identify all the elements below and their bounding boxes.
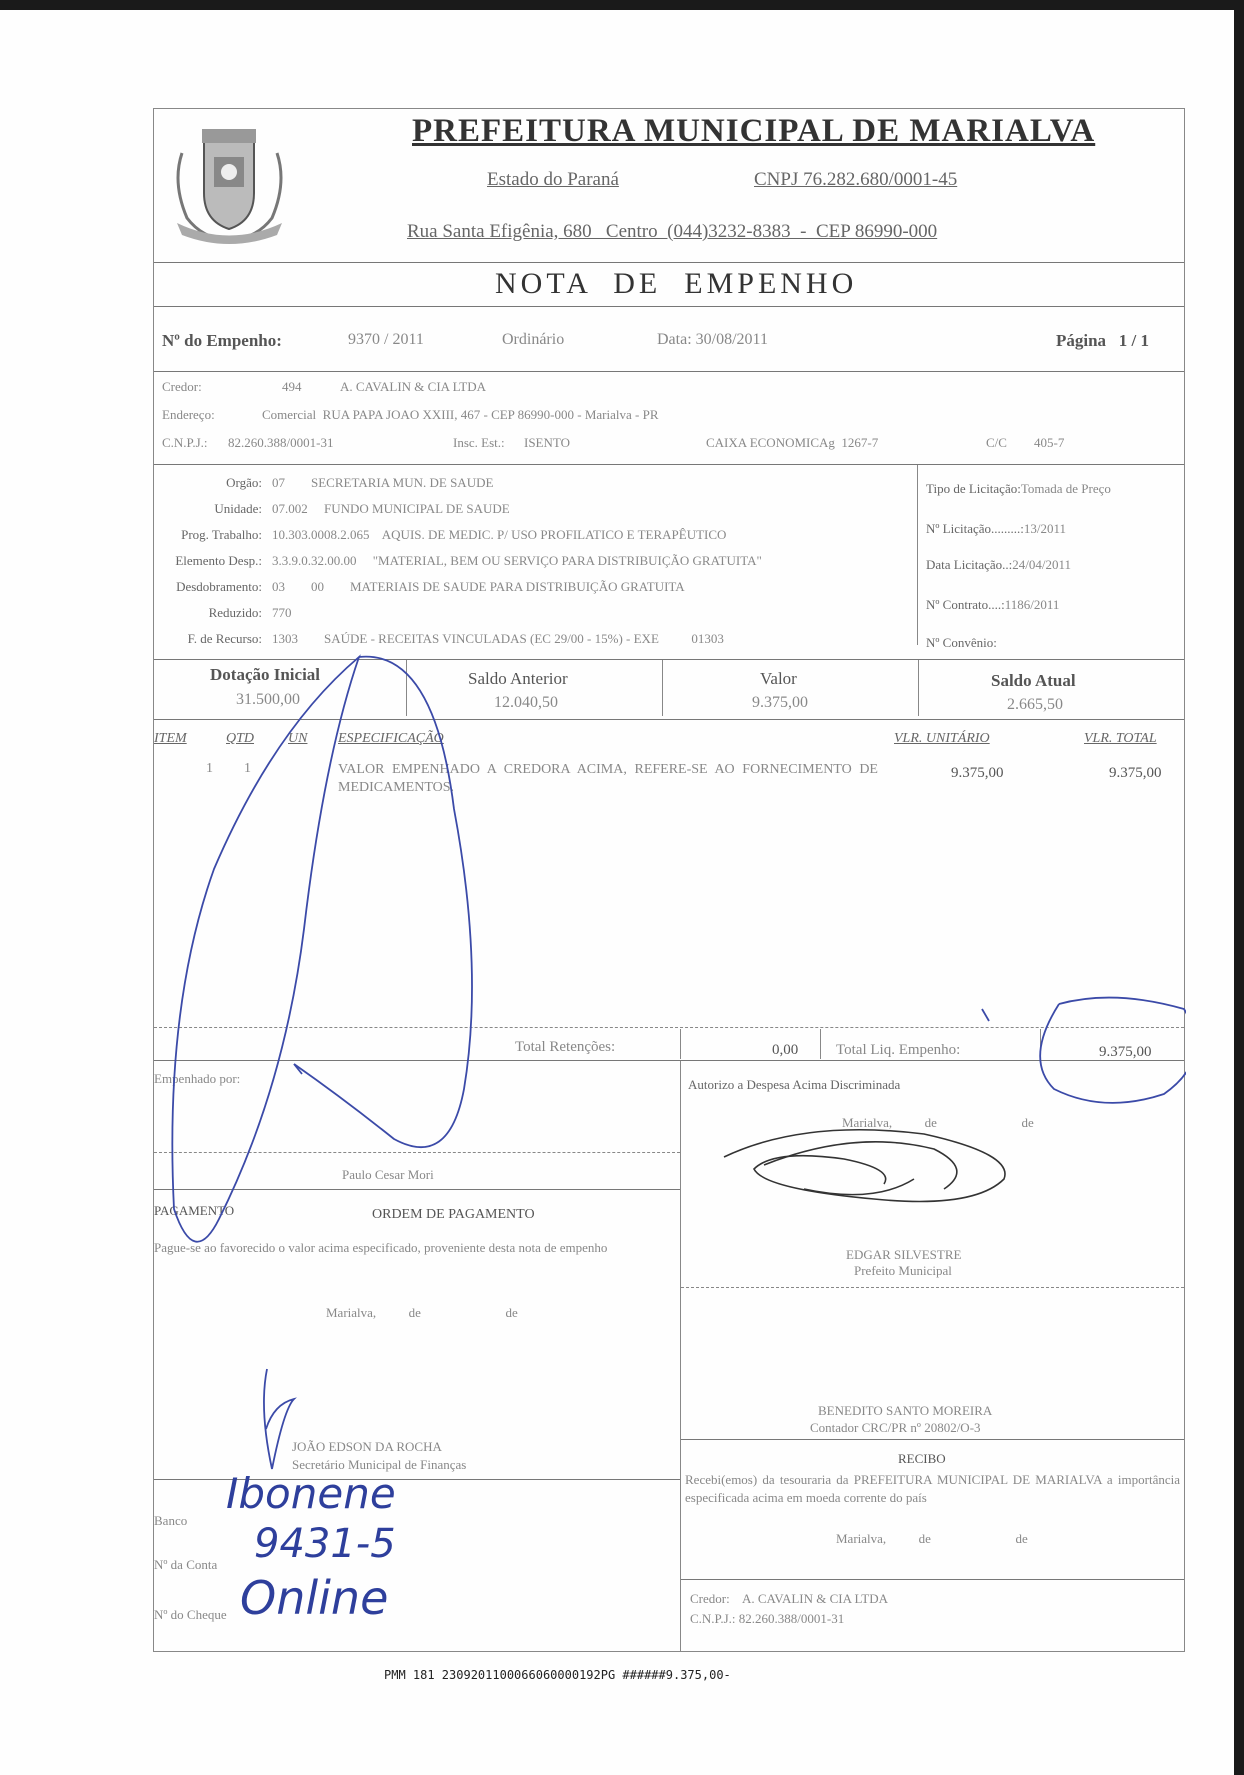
budget-value: 770	[272, 605, 292, 620]
pagamento-label: PAGAMENTO	[154, 1203, 235, 1218]
saldo-anterior-label: Saldo Anterior	[468, 669, 568, 688]
licitacao-value: Tomada de Preço	[1020, 481, 1111, 496]
empenho-date: Data: 30/08/2011	[657, 331, 768, 348]
retencoes-value: 0,00	[772, 1042, 799, 1058]
item-total-price: 9.375,00	[1109, 765, 1162, 781]
budget-value: 03 00 MATERIAIS DE SAUDE PARA DISTRIBUIÇÃO GRATUITA	[272, 579, 685, 594]
item-description: VALOR EMPENHADO A CREDORA ACIMA, REFERE-SE AO FORNECIMENTO DE MEDICAMENTOS.	[338, 762, 878, 795]
budget-value: 3.3.9.0.32.00.00 "MATERIAL, BEM OU SERVIÇO PARA DISTRIBUIÇÃO GRATUITA"	[272, 553, 762, 568]
pagamento-text: Pague-se ao favorecido o valor acima especificado, proveniente desta nota de empenho	[154, 1240, 608, 1255]
contador-nome: BENEDITO SANTO MOREIRA	[818, 1403, 993, 1418]
header-title: PREFEITURA MUNICIPAL DE MARIALVA	[412, 113, 1096, 149]
item-header: ITEM	[154, 731, 187, 746]
item-qtd: 1	[244, 761, 251, 776]
saldo-atual-label: Saldo Atual	[991, 671, 1076, 690]
header-address: Rua Santa Efigênia, 680 Centro (044)3232-8383 - CEP 86990-000	[407, 221, 938, 242]
footer-barcode-code: PMM 181 2309201100066060000192PG ######9.375,00-	[384, 1668, 731, 1682]
budget-value: 07.002 FUNDO MUNICIPAL DE SAUDE	[272, 501, 510, 516]
credor-name: A. CAVALIN & CIA LTDA	[340, 379, 487, 394]
licitacao-label: Nº Contrato....:	[926, 597, 1005, 612]
endereco-label: Endereço:	[162, 407, 215, 422]
budget-label: Orgão:	[226, 475, 262, 490]
budget-label: Reduzido:	[208, 605, 262, 620]
licitacao-label: Nº Licitação.........:	[926, 521, 1024, 536]
autorizo-local-data: Marialva, de de	[842, 1115, 1034, 1130]
recibo-label: RECIBO	[898, 1451, 946, 1466]
handwritten-banco: Ibonene	[226, 1469, 396, 1518]
licitacao-value: 1186/2011	[1004, 597, 1060, 612]
recibo-cnpj: C.N.P.J.: 82.260.388/0001-31	[690, 1611, 845, 1626]
espec-header: ESPECIFICAÇÃO	[338, 731, 444, 746]
licitacao-label: Tipo de Licitação:	[926, 481, 1021, 496]
licitacao-label: Nº Convênio:	[926, 635, 997, 650]
empenhado-label: Empenhado por:	[154, 1071, 241, 1086]
empenho-type: Ordinário	[502, 331, 565, 348]
conta-label: Nº da Conta	[154, 1557, 218, 1572]
empenho-number-label: Nº do Empenho:	[162, 331, 282, 350]
header-state: Estado do Paraná	[487, 169, 619, 190]
credor-address: Comercial RUA PAPA JOAO XXIII, 467 - CEP 86990-000 - Marialva - PR	[262, 407, 659, 422]
budget-label: Unidade:	[214, 501, 262, 516]
valor-value: 9.375,00	[752, 694, 808, 711]
total-header: VLR. TOTAL	[1084, 731, 1157, 746]
budget-value: 1303 SAÚDE - RECEITAS VINCULADAS (EC 29/00 - 15%) - EXE 01303	[272, 631, 724, 646]
recibo-text: Recebi(emos) da tesouraria da PREFEITURA MUNICIPAL DE MARIALVA a importância especificada acima em moeda corrente do país	[685, 1472, 1180, 1505]
credor-bank: CAIXA ECONOMICAg 1267-7	[706, 435, 879, 450]
insc-label: Insc. Est.:	[453, 435, 505, 450]
dotacao-value: 31.500,00	[236, 691, 300, 708]
recibo-local-data: Marialva, de de	[836, 1531, 1028, 1546]
autorizo-text: Autorizo a Despesa Acima Discriminada	[688, 1077, 901, 1092]
scan-top-border	[0, 0, 1244, 10]
pagamento-local-data: Marialva, de de	[326, 1305, 518, 1320]
handwritten-conta: 9431-5	[254, 1521, 396, 1567]
banco-label: Banco	[154, 1513, 188, 1528]
header-cnpj: CNPJ 76.282.680/0001-45	[754, 169, 958, 190]
handwritten-cheque: Online	[240, 1571, 389, 1625]
liquido-value: 9.375,00	[1099, 1044, 1152, 1060]
scan-right-border	[1234, 0, 1244, 1775]
valor-label: Valor	[760, 669, 797, 688]
secretario-cargo: Secretário Municipal de Finanças	[292, 1457, 467, 1472]
prefeito-nome: EDGAR SILVESTRE	[846, 1247, 962, 1262]
licitacao-label: Data Licitação..:	[926, 557, 1013, 572]
secretario-nome: JOÃO EDSON DA ROCHA	[292, 1439, 442, 1454]
page-number: Página 1 / 1	[1056, 331, 1150, 350]
credor-insc: ISENTO	[524, 435, 570, 450]
un-header: UN	[288, 731, 308, 746]
qtd-header: QTD	[226, 731, 255, 746]
budget-label: F. de Recurso:	[187, 631, 262, 646]
prefeito-cargo: Prefeito Municipal	[854, 1263, 952, 1278]
budget-value: 10.303.0008.2.065 AQUIS. DE MEDIC. P/ USO PROFILATICO E TERAPÊUTICO	[272, 527, 727, 542]
budget-value: 07 SECRETARIA MUN. DE SAUDE	[272, 475, 494, 490]
empenho-number: 9370 / 2011	[348, 331, 424, 348]
licitacao-value: 24/04/2011	[1012, 557, 1072, 572]
dotacao-label: Dotação Inicial	[210, 665, 321, 684]
liquido-label: Total Liq. Empenho:	[836, 1042, 961, 1058]
credor-code: 494	[282, 379, 302, 394]
nota-de-empenho-document	[153, 108, 1185, 1652]
recibo-credor: Credor: A. CAVALIN & CIA LTDA	[690, 1591, 889, 1606]
retencoes-label: Total Retenções:	[515, 1039, 616, 1055]
unit-header: VLR. UNITÁRIO	[894, 731, 990, 746]
saldo-atual-value: 2.665,50	[1007, 696, 1063, 713]
budget-label: Prog. Trabalho:	[181, 527, 262, 542]
credor-cnpj: 82.260.388/0001-31	[228, 435, 334, 450]
ordem-pagamento-label: ORDEM DE PAGAMENTO	[372, 1207, 535, 1222]
credor-label: Credor:	[162, 379, 202, 394]
document-title: NOTA DE EMPENHO	[495, 267, 858, 300]
budget-label: Desdobramento:	[176, 579, 262, 594]
cheque-label: Nº do Cheque	[154, 1607, 227, 1622]
saldo-anterior-value: 12.040,50	[494, 694, 558, 711]
contador-cargo: Contador CRC/PR nº 20802/O-3	[810, 1420, 981, 1435]
item-unit-price: 9.375,00	[951, 765, 1004, 781]
cc-label: C/C	[986, 435, 1007, 450]
ink-marks-overlay	[154, 109, 1186, 1653]
budget-label: Elemento Desp.:	[175, 553, 262, 568]
licitacao-value: 13/2011	[1023, 521, 1067, 536]
cnpj-label: C.N.P.J.:	[162, 435, 208, 450]
credor-cc: 405-7	[1034, 435, 1065, 450]
empenhado-nome: Paulo Cesar Mori	[342, 1167, 434, 1182]
item-number: 1	[206, 761, 213, 776]
